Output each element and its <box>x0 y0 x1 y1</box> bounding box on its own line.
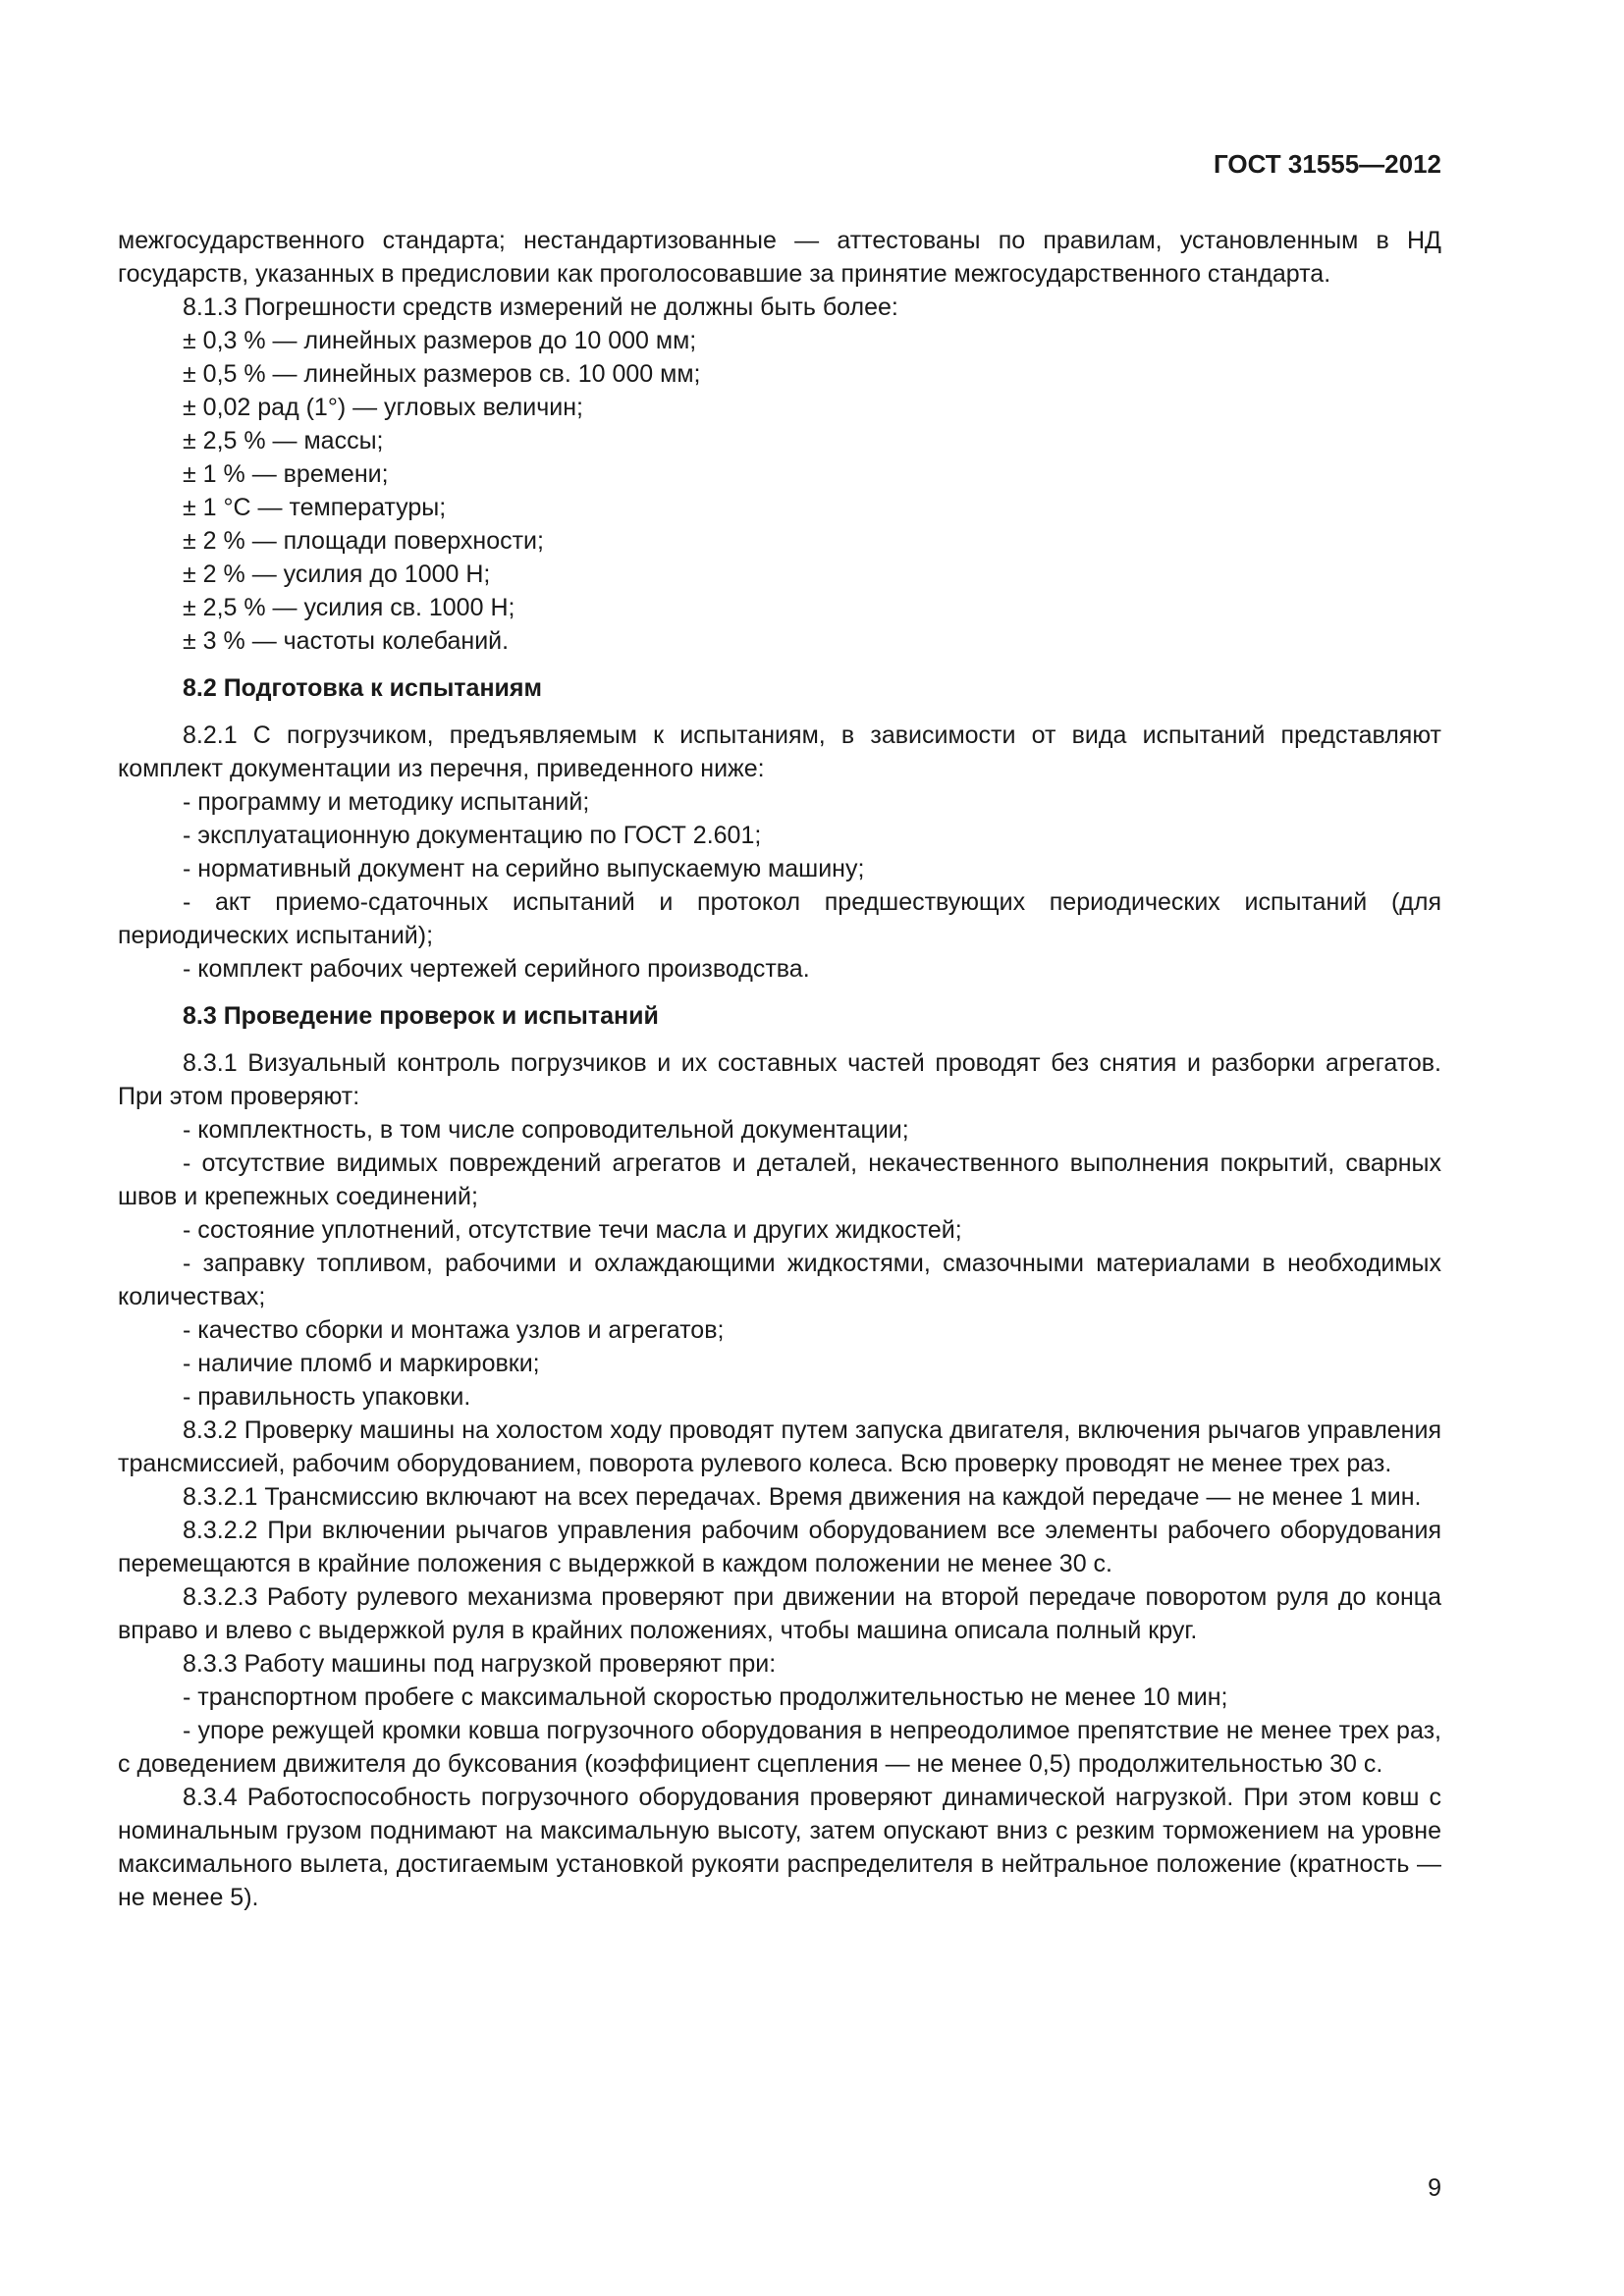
paragraph: 8.3.2.3 Работу рулевого механизма проверяют при движении на второй передаче поворотом руля до конца вправо и влево с выдержкой руля в крайних положениях, чтобы машина описала полный круг. <box>118 1583 1441 1644</box>
paragraph: 8.3.2.1 Трансмиссию включают на всех передачах. Время движения на каждой передаче — не менее 1 мин. <box>183 1483 1422 1511</box>
paragraph: - программу и методику испытаний; <box>183 788 590 816</box>
paragraph: ± 2 % — усилия до 1000 Н; <box>183 561 491 588</box>
paragraph: 8.1.3 Погрешности средств измерений не должны быть более: <box>183 294 898 321</box>
paragraph: ± 0,02 рад (1°) — угловых величин; <box>183 394 583 421</box>
section-heading: 8.3 Проведение проверок и испытаний <box>183 1002 659 1030</box>
paragraph: 8.3.2 Проверку машины на холостом ходу проводят путем запуска двигателя, включения рычагов управления трансмиссией, рабочим оборудованием, поворота рулевого колеса. Всю проверку проводят не менее трех раз. <box>118 1416 1441 1477</box>
paragraph: - комплектность, в том числе сопроводительной документации; <box>183 1116 909 1144</box>
paragraph: 8.3.1 Визуальный контроль погрузчиков и их составных частей проводят без снятия и разборки агрегатов. При этом проверяют: <box>118 1049 1441 1110</box>
paragraph: ± 0,3 % — линейных размеров до 10 000 мм; <box>183 327 697 354</box>
paragraph: ± 2,5 % — усилия св. 1000 Н; <box>183 594 515 621</box>
paragraph: 8.2.1 С погрузчиком, предъявляемым к испытаниям, в зависимости от вида испытаний представляют комплект документации из перечня, приведенного ниже: <box>118 721 1441 782</box>
paragraph: ± 3 % — частоты колебаний. <box>183 627 510 655</box>
paragraph: - правильность упаковки. <box>183 1383 471 1411</box>
paragraph: - транспортном пробеге с максимальной скоростью продолжительностью не менее 10 мин; <box>183 1683 1228 1711</box>
paragraph: ± 2,5 % — массы; <box>183 427 384 454</box>
paragraph: ± 0,5 % — линейных размеров св. 10 000 мм; <box>183 360 701 388</box>
paragraph: 8.3.3 Работу машины под нагрузкой проверяют при: <box>183 1650 777 1678</box>
paragraph: 8.3.2.2 При включении рычагов управления рабочим оборудованием все элементы рабочего оборудования перемещаются в крайние положения с выдержкой в каждом положении не менее 30 с. <box>118 1517 1441 1577</box>
document-body <box>118 224 1441 1914</box>
paragraph: - упоре режущей кромки ковша погрузочного оборудования в непреодолимое препятствие не менее трех раз, с доведением движителя до буксования (коэффициент сцепления — не менее 0,5) продолжительностью 30 с. <box>118 1717 1441 1778</box>
paragraph: - акт приемо-сдаточных испытаний и протокол предшествующих периодических испытаний (для периодических испытаний); <box>118 888 1441 949</box>
paragraph: - наличие пломб и маркировки; <box>183 1350 540 1377</box>
paragraph: - комплект рабочих чертежей серийного производства. <box>183 955 810 983</box>
page-number: 9 <box>1428 2174 1441 2202</box>
paragraph: - эксплуатационную документацию по ГОСТ 2.601; <box>183 822 762 849</box>
paragraph: - отсутствие видимых повреждений агрегатов и деталей, некачественного выполнения покрытий, сварных швов и крепежных соединений; <box>118 1149 1441 1210</box>
paragraph: ± 1 °С — температуры; <box>183 494 447 521</box>
paragraph: - нормативный документ на серийно выпускаемую машину; <box>183 855 865 882</box>
paragraph: - заправку топливом, рабочими и охлаждающими жидкостями, смазочными материалами в необходимых количествах; <box>118 1250 1441 1310</box>
document-code: ГОСТ 31555—2012 <box>1214 149 1441 179</box>
section-heading: 8.2 Подготовка к испытаниям <box>183 674 543 702</box>
paragraph: - качество сборки и монтажа узлов и агрегатов; <box>183 1316 725 1344</box>
paragraph: - состояние уплотнений, отсутствие течи масла и других жидкостей; <box>183 1216 962 1244</box>
paragraph-continuation: межгосударственного стандарта; нестандартизованные — аттестованы по правилам, установленным в НД государств, указанных в предисловии как проголосовавшие за принятие межгосударственного стандарта. <box>118 227 1441 288</box>
paragraph: 8.3.4 Работоспособность погрузочного оборудования проверяют динамической нагрузкой. При этом ковш с номинальным грузом поднимают на максимальную высоту, затем опускают вниз с резким торможением на уровне максимального вылета, достигаемым установкой рукояти распределителя в нейтральное положение (кратность — не менее 5). <box>118 1784 1441 1911</box>
paragraph: ± 1 % — времени; <box>183 460 389 488</box>
paragraph: ± 2 % — площади поверхности; <box>183 527 544 555</box>
